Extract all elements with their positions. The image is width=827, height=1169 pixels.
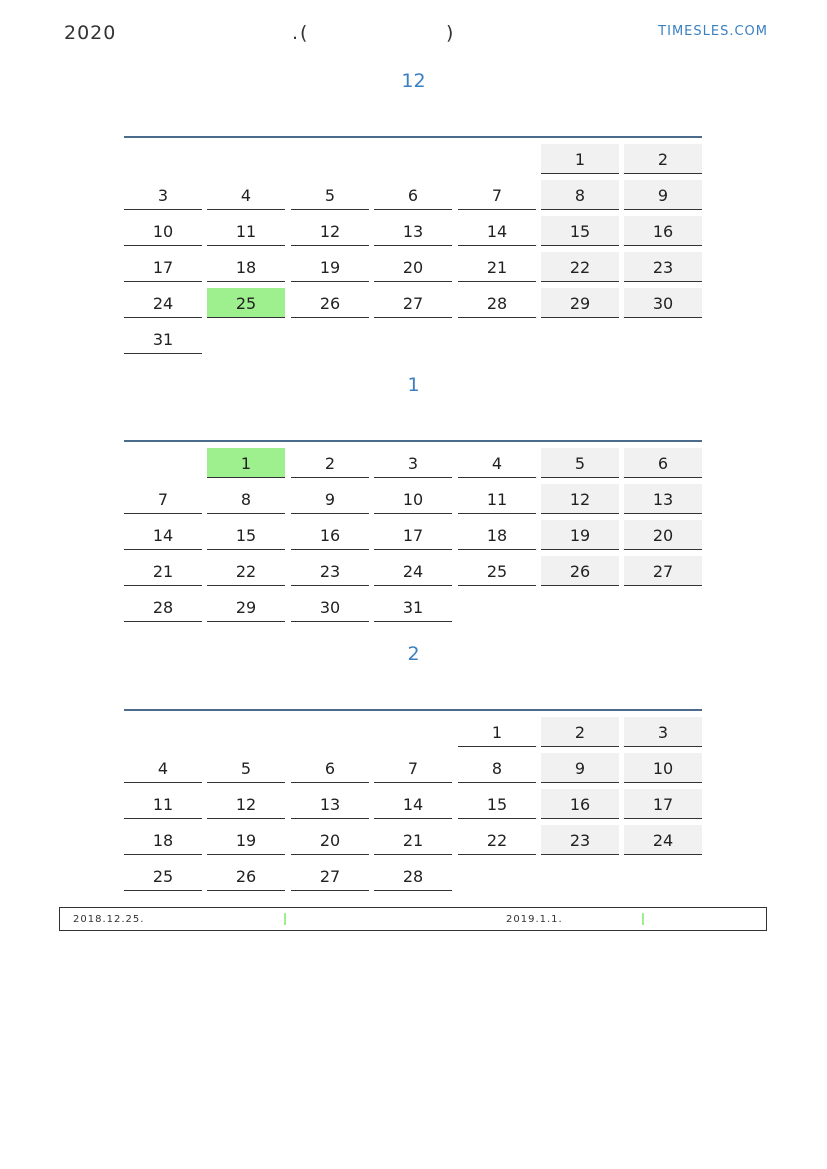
day-cell: 21 [458, 252, 536, 282]
day-cell: 15 [207, 520, 285, 550]
day-cell: 12 [291, 216, 369, 246]
day-cell: 16 [624, 216, 702, 246]
day-cell: 27 [291, 861, 369, 891]
day-cell: 5 [291, 180, 369, 210]
month-title: 2 [407, 643, 420, 665]
day-cell: 4 [124, 753, 202, 783]
day-cell: 30 [624, 288, 702, 318]
month-rule [124, 709, 702, 711]
day-cell: 28 [458, 288, 536, 318]
day-cell: 10 [124, 216, 202, 246]
day-cell: 15 [458, 789, 536, 819]
day-cell: 21 [124, 556, 202, 586]
day-cell: 3 [374, 448, 452, 478]
day-cell: 10 [374, 484, 452, 514]
title-open: .( [292, 22, 310, 44]
day-cell: 7 [458, 180, 536, 210]
holiday-marker-2 [642, 913, 644, 925]
page-header [64, 20, 768, 46]
day-cell: 26 [207, 861, 285, 891]
day-cell: 31 [124, 324, 202, 354]
day-cell: 15 [541, 216, 619, 246]
day-cell: 26 [291, 288, 369, 318]
day-cell: 25 [207, 288, 285, 318]
day-cell: 20 [374, 252, 452, 282]
day-cell: 17 [124, 252, 202, 282]
day-cell: 19 [541, 520, 619, 550]
month-rule [124, 440, 702, 442]
day-cell: 18 [124, 825, 202, 855]
day-cell: 6 [374, 180, 452, 210]
holiday-marker-1 [284, 913, 286, 925]
day-cell: 8 [541, 180, 619, 210]
day-cell: 18 [207, 252, 285, 282]
day-cell: 24 [624, 825, 702, 855]
day-cell: 7 [124, 484, 202, 514]
day-cell: 12 [541, 484, 619, 514]
day-cell: 24 [124, 288, 202, 318]
title-close: ) [446, 22, 456, 44]
day-cell: 10 [624, 753, 702, 783]
day-cell: 21 [374, 825, 452, 855]
day-cell: 19 [291, 252, 369, 282]
day-cell: 26 [541, 556, 619, 586]
day-cell: 27 [624, 556, 702, 586]
day-cell: 22 [458, 825, 536, 855]
day-cell: 17 [624, 789, 702, 819]
day-cell: 7 [374, 753, 452, 783]
month-title: 1 [407, 374, 420, 396]
day-cell: 13 [374, 216, 452, 246]
day-cell: 8 [458, 753, 536, 783]
year-label: 2020 [64, 22, 117, 44]
day-cell: 30 [291, 592, 369, 622]
day-cell: 2 [291, 448, 369, 478]
day-cell: 6 [291, 753, 369, 783]
day-cell: 28 [374, 861, 452, 891]
day-cell: 9 [541, 753, 619, 783]
day-cell: 2 [541, 717, 619, 747]
title-punctuation [292, 22, 456, 44]
day-cell: 23 [624, 252, 702, 282]
day-cell: 3 [624, 717, 702, 747]
month-rule [124, 136, 702, 138]
day-cell: 2 [624, 144, 702, 174]
month-title: 12 [401, 70, 426, 92]
day-cell: 12 [207, 789, 285, 819]
day-cell: 16 [291, 520, 369, 550]
day-cell: 9 [624, 180, 702, 210]
day-cell: 29 [541, 288, 619, 318]
day-cell: 6 [624, 448, 702, 478]
day-cell: 22 [207, 556, 285, 586]
day-cell: 25 [124, 861, 202, 891]
holiday-footer [59, 907, 767, 931]
day-cell: 20 [624, 520, 702, 550]
day-cell: 14 [458, 216, 536, 246]
day-cell: 13 [291, 789, 369, 819]
holiday-note-1: 2018.12.25. [73, 914, 145, 925]
day-cell: 14 [124, 520, 202, 550]
day-cell: 1 [541, 144, 619, 174]
day-cell: 23 [541, 825, 619, 855]
day-cell: 11 [458, 484, 536, 514]
day-cell: 18 [458, 520, 536, 550]
day-cell: 4 [458, 448, 536, 478]
day-cell: 9 [291, 484, 369, 514]
day-cell: 23 [291, 556, 369, 586]
day-cell: 11 [207, 216, 285, 246]
day-cell: 28 [124, 592, 202, 622]
day-cell: 5 [541, 448, 619, 478]
day-cell: 11 [124, 789, 202, 819]
day-cell: 1 [458, 717, 536, 747]
day-cell: 27 [374, 288, 452, 318]
day-cell: 22 [541, 252, 619, 282]
day-cell: 16 [541, 789, 619, 819]
day-cell: 8 [207, 484, 285, 514]
day-cell: 25 [458, 556, 536, 586]
day-cell: 17 [374, 520, 452, 550]
day-cell: 1 [207, 448, 285, 478]
day-cell: 19 [207, 825, 285, 855]
holiday-note-2: 2019.1.1. [506, 914, 563, 925]
day-cell: 5 [207, 753, 285, 783]
day-cell: 3 [124, 180, 202, 210]
day-cell: 14 [374, 789, 452, 819]
site-brand-link[interactable]: TIMESLES.COM [658, 24, 768, 39]
day-cell: 20 [291, 825, 369, 855]
day-cell: 29 [207, 592, 285, 622]
day-cell: 31 [374, 592, 452, 622]
day-cell: 13 [624, 484, 702, 514]
day-cell: 4 [207, 180, 285, 210]
day-cell: 24 [374, 556, 452, 586]
